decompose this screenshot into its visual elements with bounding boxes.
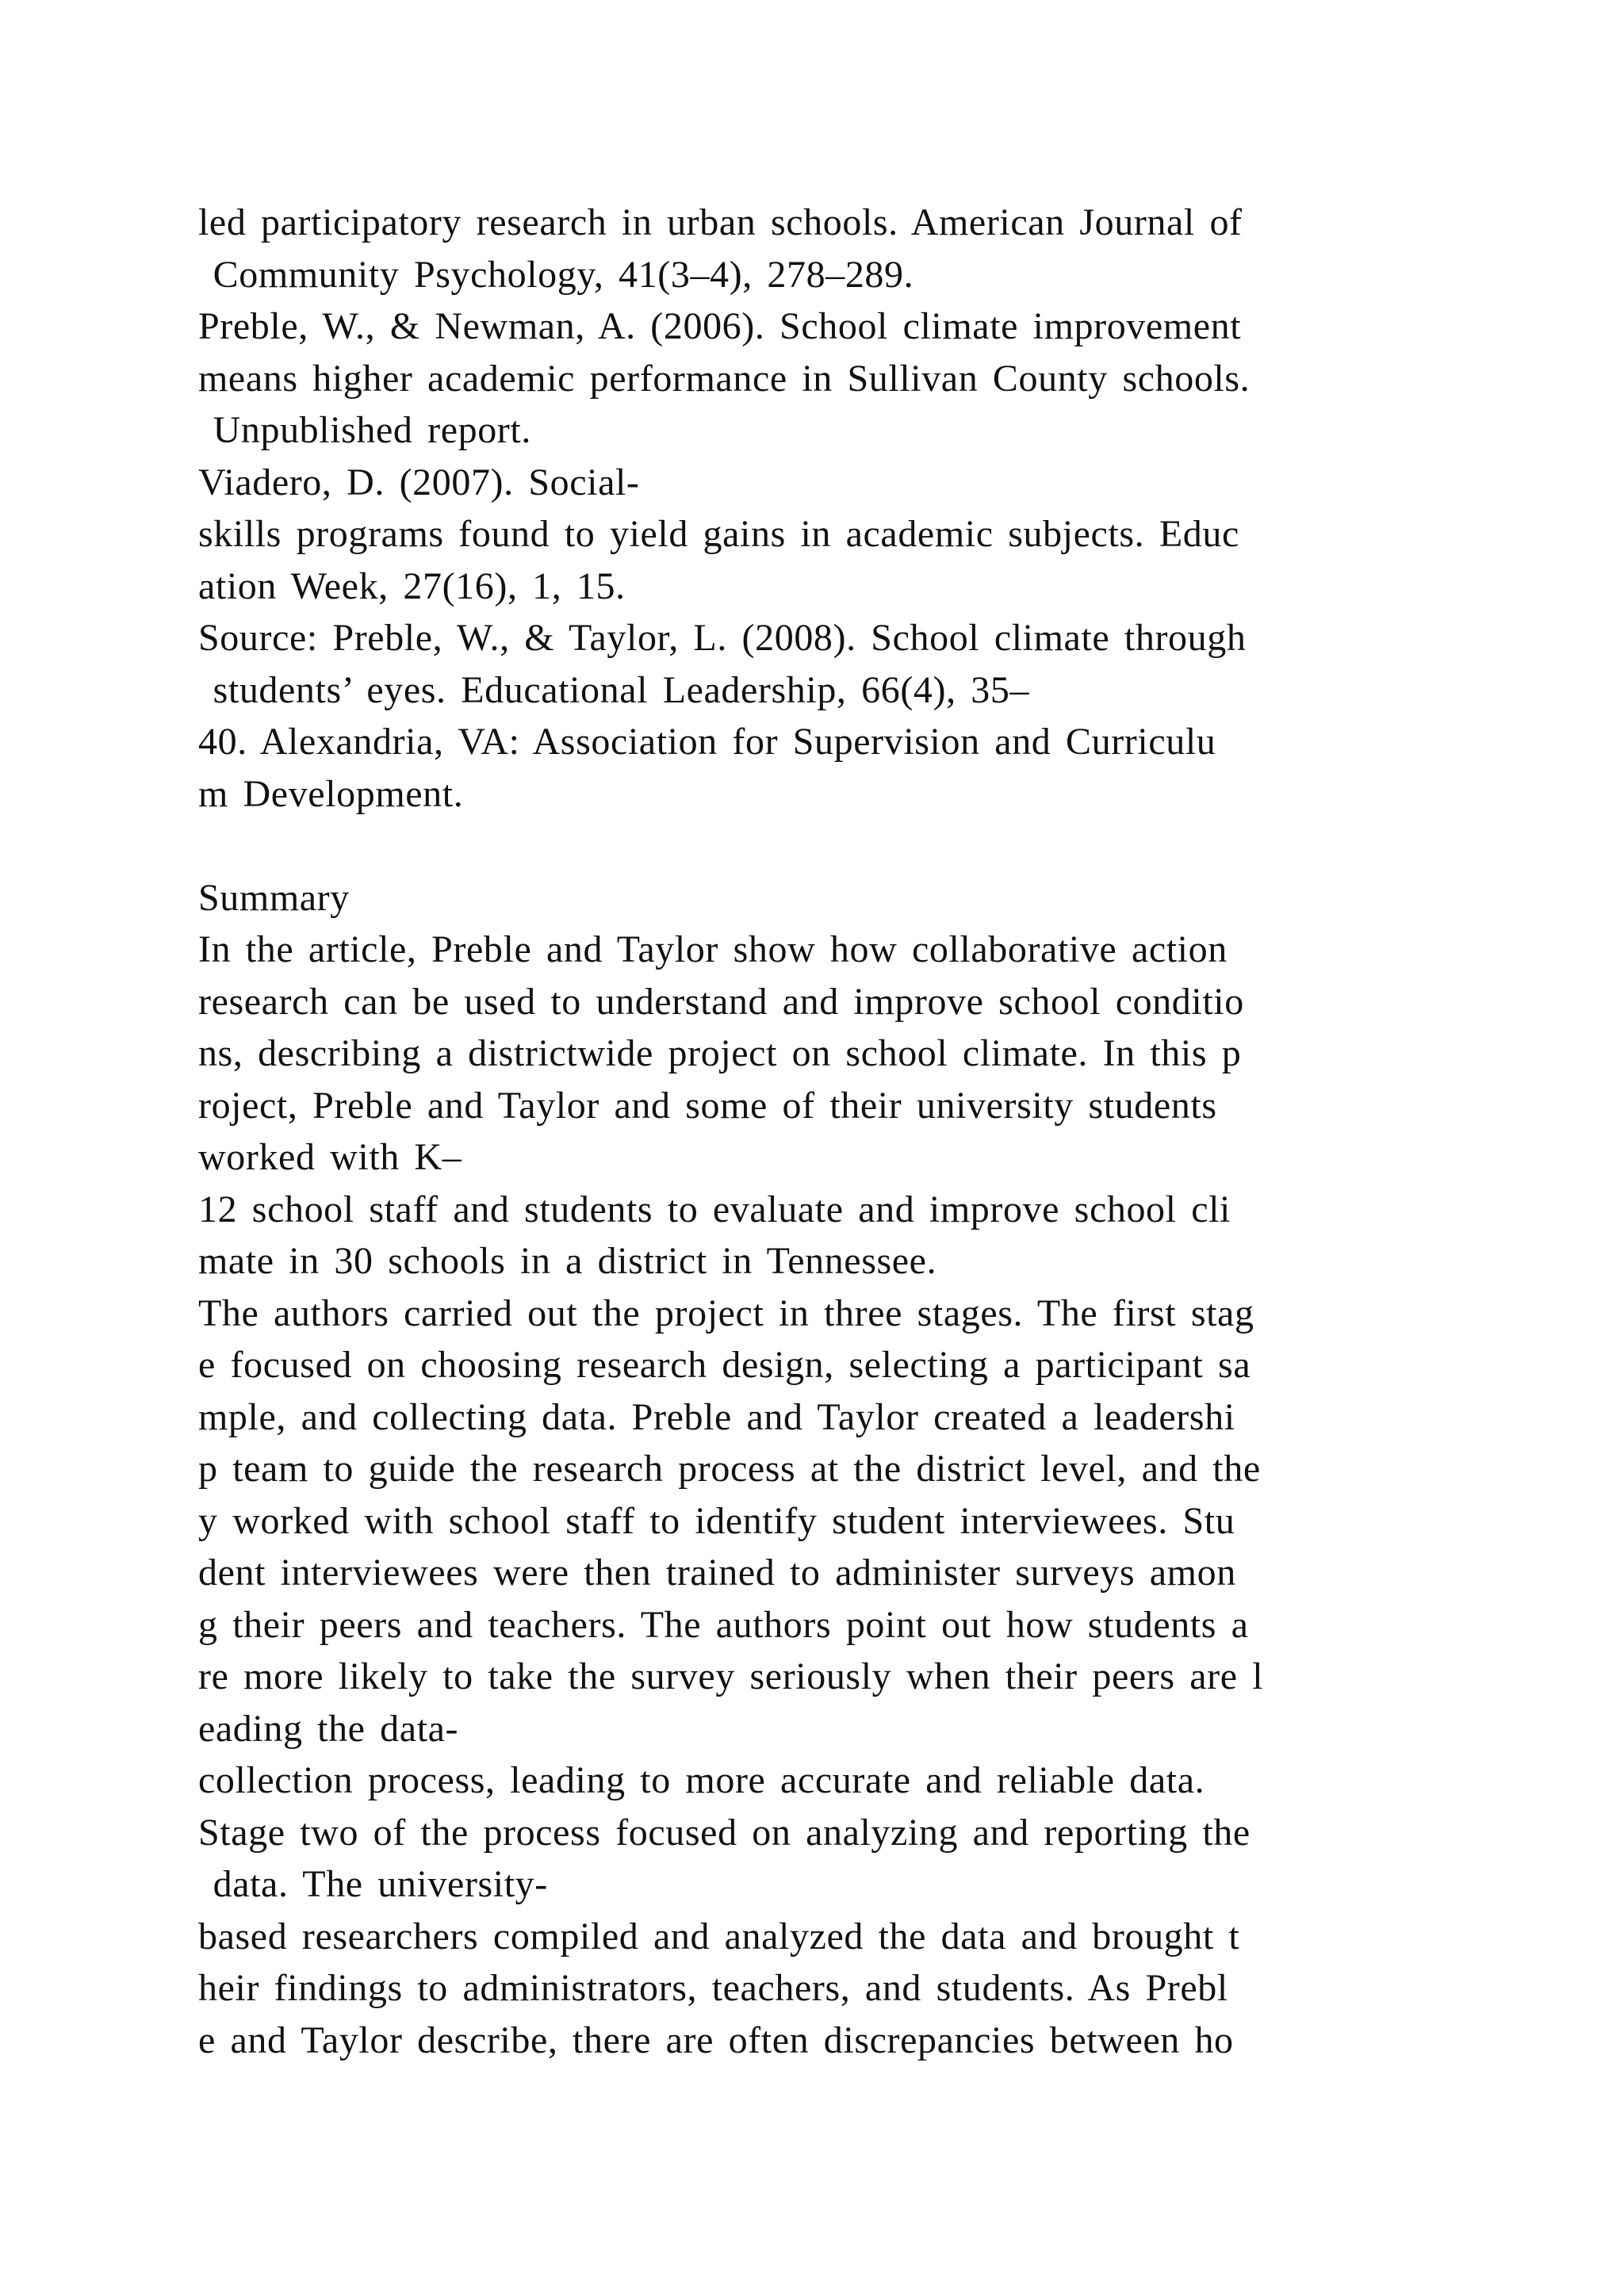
summary-line: data. The university-	[198, 1863, 548, 1905]
source-line: students’ eyes. Educational Leadership, 66(4), 35–	[198, 668, 1030, 711]
section-heading: Summary	[198, 876, 350, 919]
summary-line: y worked with school staff to identify student interviewees. Stu	[198, 1499, 1235, 1542]
summary-line: g their peers and teachers. The authors point out how students a	[198, 1603, 1249, 1646]
summary-line: re more likely to take the survey seriously when their peers are l	[198, 1655, 1264, 1697]
reference-line: means higher academic performance in Sullivan County schools.	[198, 357, 1251, 400]
summary-line: dent interviewees were then trained to administer surveys amon	[198, 1552, 1236, 1594]
summary-line: roject, Preble and Taylor and some of their university students	[198, 1084, 1217, 1127]
document-text	[198, 197, 1546, 2066]
summary-line: 12 school staff and students to evaluate and improve school cli	[198, 1188, 1231, 1230]
summary-line: The authors carried out the project in three stages. The first stag	[198, 1292, 1254, 1334]
summary-line: ns, describing a districtwide project on school climate. In this p	[198, 1032, 1242, 1074]
summary-line: eading the data-	[198, 1707, 459, 1750]
reference-line: Unpublished report.	[198, 409, 531, 451]
source-line: Source: Preble, W., & Taylor, L. (2008). School climate through	[198, 617, 1247, 659]
summary-line: e focused on choosing research design, selecting a participant sa	[198, 1344, 1251, 1386]
reference-line: led participatory research in urban schools. American Journal of	[198, 201, 1243, 243]
reference-line: Viadero, D. (2007). Social-	[198, 461, 640, 503]
reference-line: Community Psychology, 41(3–4), 278–289.	[198, 253, 914, 296]
summary-line: mate in 30 schools in a district in Tennessee.	[198, 1240, 937, 1282]
summary-line: research can be used to understand and improve school conditio	[198, 980, 1244, 1023]
reference-line: ation Week, 27(16), 1, 15.	[198, 564, 626, 607]
summary-line: heir findings to administrators, teachers, and students. As Prebl	[198, 1967, 1228, 2009]
summary-line: worked with K–	[198, 1136, 462, 1178]
summary-line: based researchers compiled and analyzed the data and brought t	[198, 1915, 1240, 1957]
blank-line	[198, 820, 1546, 872]
reference-line: skills programs found to yield gains in academic subjects. Educ	[198, 513, 1239, 555]
reference-line: Preble, W., & Newman, A. (2006). School climate improvement	[198, 305, 1242, 347]
summary-line: p team to guide the research process at the district level, and the	[198, 1448, 1261, 1490]
summary-line: collection process, leading to more accurate and reliable data.	[198, 1759, 1205, 1801]
summary-line: Stage two of the process focused on analyzing and reporting the	[198, 1811, 1251, 1854]
source-line: 40. Alexandria, VA: Association for Supervision and Curriculu	[198, 721, 1216, 763]
source-line: m Development.	[198, 772, 464, 815]
summary-line: In the article, Preble and Taylor show how collaborative action	[198, 928, 1228, 970]
summary-line: e and Taylor describe, there are often discrepancies between ho	[198, 2019, 1234, 2061]
summary-line: mple, and collecting data. Preble and Taylor created a leadershi	[198, 1395, 1235, 1438]
